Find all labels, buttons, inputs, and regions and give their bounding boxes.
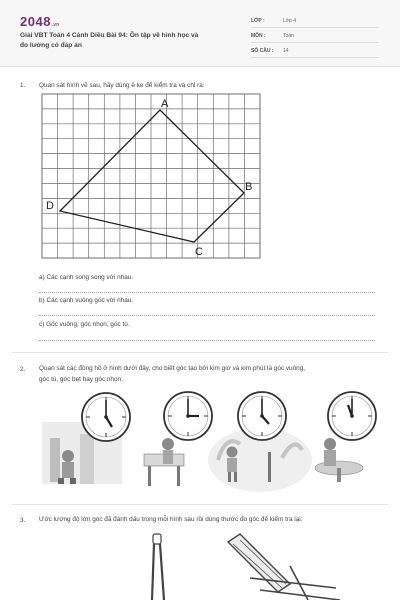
answer-line[interactable]	[39, 292, 375, 293]
question-2-text	[39, 363, 305, 385]
point-label-a: A	[161, 98, 169, 110]
clock-4	[328, 392, 376, 440]
logo-suffix: .vn	[51, 22, 60, 28]
page-header	[0, 0, 400, 67]
folding-chair-figure	[228, 534, 340, 600]
question-2-line-1: Quan sát các đồng hồ ở hình dưới đây, cho biết góc tạo bởi kim giờ và kim phút là góc vuông,	[39, 365, 306, 372]
title-line-1: Giải VBT Toán 4 Cánh Diều Bài 94: Ôn tập về hình học và	[20, 32, 199, 39]
question-1b: b) Các cạnh vuông góc với nhau.	[39, 297, 134, 304]
pliers-figure	[152, 534, 164, 600]
question-1a: a) Các cạnh song song với nhau.	[39, 274, 134, 281]
question-3-text: Ước lượng độ lớn góc đã đánh dấu trong mỗi hình sau rồi dùng thước đo góc để kiểm tra lại:	[39, 516, 303, 523]
question-1-text: Quan sát hình vẽ sau, hãy dùng ê ke để kiểm tra và chỉ ra:	[39, 82, 205, 89]
meta-value: Lớp 4	[283, 18, 297, 24]
meta-key: LỚP :	[251, 18, 265, 24]
logo-text: 2048	[20, 14, 51, 29]
meta-row-count	[251, 45, 379, 58]
meta-row-subject	[251, 30, 379, 43]
clock-3	[238, 392, 286, 440]
question-1c: c) Góc vuông, góc nhọn, góc tù.	[39, 321, 130, 328]
question-1-number: 1.	[20, 82, 26, 89]
title-line-2: đo lường có đáp án	[20, 42, 82, 49]
point-label-c: C	[195, 246, 203, 258]
answer-line[interactable]	[39, 340, 375, 341]
point-label-d: D	[46, 200, 54, 212]
grid-quadrilateral-figure	[40, 92, 264, 262]
answer-line[interactable]	[39, 315, 375, 316]
angle-illustrations	[140, 528, 350, 600]
meta-key: MÔN :	[251, 33, 266, 39]
site-logo[interactable]	[20, 14, 59, 29]
section-divider	[12, 504, 388, 505]
clock-2	[164, 392, 212, 440]
meta-value: Toán	[283, 33, 294, 39]
document-title	[20, 31, 235, 51]
meta-row-class	[251, 15, 379, 28]
quadrilateral-abcd	[60, 110, 244, 242]
clock-scene-2	[144, 438, 184, 486]
meta-value: 14	[283, 48, 289, 54]
question-3-number: 3.	[20, 517, 26, 524]
section-divider	[12, 352, 388, 353]
clock-scene-4	[315, 438, 363, 482]
meta-key: SỐ CÂU :	[251, 48, 274, 54]
clock-1	[82, 393, 130, 441]
question-2-number: 2.	[20, 366, 26, 373]
clock-illustrations	[36, 388, 382, 492]
point-label-b: B	[245, 181, 253, 193]
question-2-line-2: góc tù, góc bẹt hay góc nhọn:	[39, 376, 123, 383]
